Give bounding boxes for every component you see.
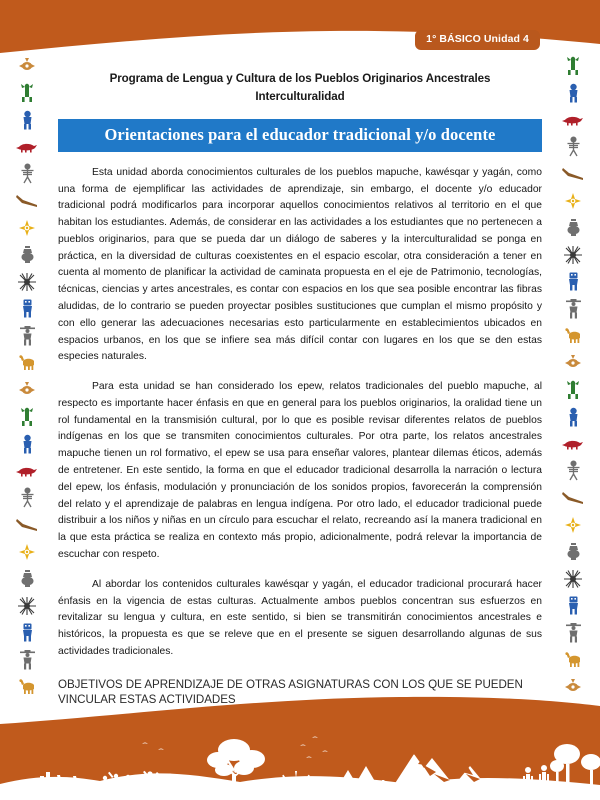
shaman-figure-pictogram-icon	[14, 160, 40, 187]
vessel-pictogram-icon	[560, 214, 586, 241]
standing-figure-pictogram-icon	[560, 79, 586, 106]
sun-flower-pictogram-icon	[560, 187, 586, 214]
section-banner: Orientaciones para el educador tradicional y/o docente	[58, 119, 542, 152]
hat-figure-pictogram-icon	[14, 322, 40, 349]
masked-figure-pictogram-icon	[560, 268, 586, 295]
standing-figure-pictogram-icon	[560, 403, 586, 430]
paragraph-1: Esta unidad aborda conocimientos culturales de los pueblos mapuche, kawésqar y yagán, como una forma de ejemplificar las actividades de aprendizaje, sin embargo, el docente y/o educador tradicional podrá modificarlos para incorporar aquellos conocimientos relativos al territorio en el que habitan los estudiantes. Además, de considerar en las actividades a los estudiantes que no pertenecen a pueblos originarios, para que se pueda dar un diálogo de saberes y la interculturalidad se ponga en práctica, en la diversidad de culturas coexistentes en el espacio escolar, otra consideración a tener en cuenta al momento de planificar la actividad de caminata propuesta en el eje de Patrimonio, tecnologías, técnicas, ciencias y artes ancestrales, es contar con espacios en los que sea posible encontrar las fibras aludidas, de lo contrario se pueden proyectar posibles sustituciones que cumplan el mismo propósito y con ello generar las adecuaciones necesarias esto particularmente en establecimientos ubicados en espacios urbanos, en los que se infiere sea más difícil contar con lugares en los que se den estas especies naturales.	[58, 166, 542, 363]
llama-pictogram-icon	[560, 322, 586, 349]
paragraph-3: Al abordar los contenidos culturales kawésqar y yagán, el educador tradicional procurará hacer énfasis en la vigencia de estas culturas. Actualmente ambos pueblos concentran sus esfuerzos en revitalizar su lengua y cultura, en este sentido, si bien se transmitirán conocimientos ancestrales e históricos, la propuesta es que se releve que en el presente se siguen desarrollando algunas de sus actividades tradicionales.	[58, 578, 542, 657]
masked-figure-pictogram-icon	[14, 295, 40, 322]
sun-flower-pictogram-icon	[560, 511, 586, 538]
frog-dancer-pictogram-icon	[560, 376, 586, 403]
boomerang-pictogram-icon	[560, 160, 586, 187]
standing-figure-pictogram-icon	[14, 106, 40, 133]
page-title	[58, 70, 542, 107]
unit-badge: 1° BÁSICO Unidad 4	[415, 30, 540, 50]
vessel-pictogram-icon	[14, 241, 40, 268]
objectives-heading: OBJETIVOS DE APRENDIZAJE DE OTRAS ASIGNATURAS CON LOS QUE SE PUEDEN VINCULAR ESTAS ACTIVIDADES	[58, 677, 523, 706]
boomerang-pictogram-icon	[14, 511, 40, 538]
bird-pictogram-icon	[14, 376, 40, 403]
bird-pictogram-icon	[560, 673, 586, 700]
frog-dancer-pictogram-icon	[14, 403, 40, 430]
program-title-line-1: Programa de Lengua y Cultura de los Pueblos Originarios Ancestrales	[109, 72, 491, 85]
bird-pictogram-icon	[14, 52, 40, 79]
fox-pictogram-icon	[560, 106, 586, 133]
frog-dancer-pictogram-icon	[14, 79, 40, 106]
spider-sun-pictogram-icon	[14, 592, 40, 619]
shaman-figure-pictogram-icon	[560, 457, 586, 484]
boomerang-pictogram-icon	[14, 187, 40, 214]
llama-pictogram-icon	[14, 673, 40, 700]
program-title-line-2: Interculturalidad	[255, 90, 345, 104]
document-content	[58, 62, 542, 707]
shaman-figure-pictogram-icon	[560, 133, 586, 160]
sun-flower-pictogram-icon	[14, 214, 40, 241]
left-decorative-rail	[4, 52, 50, 712]
sun-flower-pictogram-icon	[14, 538, 40, 565]
paragraph-2: Para esta unidad se han considerado los epew, relatos tradicionales del pueblo mapuche, al respecto es importante hacer énfasis en que en general para los pueblos originarios, la oralidad tiene un rol fundamental en la transmisión cultural, por lo que es posible revisar diferentes relatos de pueblos indígenas en los que se transmiten conocimientos culturales. Por otra parte, los relatos ancestrales mapuche tienen un rol formativo, el epew se usa para enseñar valores, plantear dilemas éticos, además de entretener. En este sentido, la forma en que el educador tradicional desarrolla la narración o lectura del epew, los énfasis, modulación y pronunciación de los sonidos propios, favorecerán la comprensión del relato y el aprendizaje de palabras en lengua indígena. Por otro lado, el educador tradicional puede distribuir a los niños y niñas en un círculo para escuchar el relato, recreando así la manera tradicional en la que esta práctica se realiza en contexto más propio, adicionalmente, podrá relevar la importancia de escuchar con respeto.	[58, 381, 542, 560]
right-decorative-rail	[550, 52, 596, 712]
hat-figure-pictogram-icon	[14, 646, 40, 673]
frog-dancer-pictogram-icon	[560, 52, 586, 79]
fox-pictogram-icon	[560, 430, 586, 457]
spider-sun-pictogram-icon	[560, 241, 586, 268]
masked-figure-pictogram-icon	[14, 619, 40, 646]
spider-sun-pictogram-icon	[560, 565, 586, 592]
masked-figure-pictogram-icon	[560, 592, 586, 619]
boomerang-pictogram-icon	[560, 484, 586, 511]
bird-pictogram-icon	[560, 349, 586, 376]
vessel-pictogram-icon	[560, 538, 586, 565]
hat-figure-pictogram-icon	[560, 619, 586, 646]
spider-sun-pictogram-icon	[14, 268, 40, 295]
vessel-pictogram-icon	[14, 565, 40, 592]
standing-figure-pictogram-icon	[14, 430, 40, 457]
hat-figure-pictogram-icon	[560, 295, 586, 322]
fox-pictogram-icon	[14, 133, 40, 160]
llama-pictogram-icon	[14, 349, 40, 376]
shaman-figure-pictogram-icon	[14, 484, 40, 511]
fox-pictogram-icon	[14, 457, 40, 484]
llama-pictogram-icon	[560, 646, 586, 673]
